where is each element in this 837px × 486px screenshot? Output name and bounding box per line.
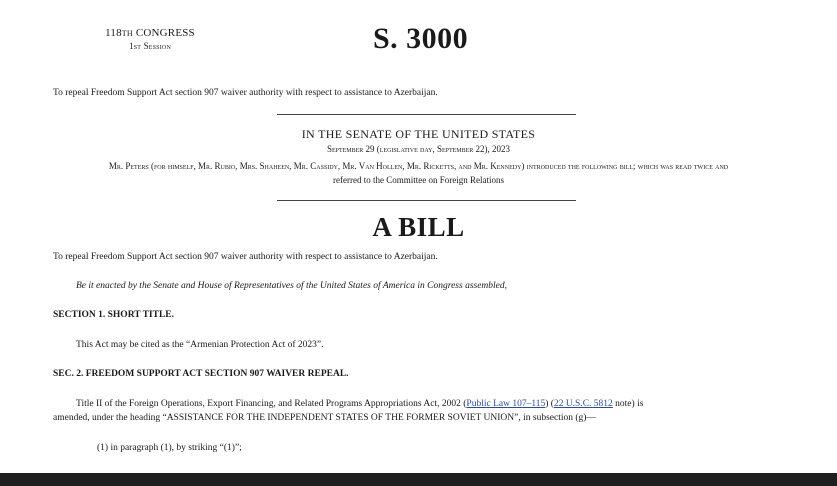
introduction-date: September 29 (legislative day, September 22), 2023 — [326, 144, 511, 154]
senate-heading: IN THE SENATE OF THE UNITED STATES — [301, 127, 536, 141]
section-2-text-part-b: ) ( — [545, 399, 554, 409]
congress-label: 118th CONGRESS — [105, 27, 195, 39]
section-2-paragraph-1: (1) in paragraph (1), by striking “(1)”; — [97, 443, 242, 453]
section-2-text-part-c: note) is — [612, 399, 644, 409]
title-summary: To repeal Freedom Support Act section 907 waiver authority with respect to assistance to Azerbaijan. — [53, 88, 438, 98]
enacting-clause: Be it enacted by the Senate and House of Representatives of the United States of America in Congress assembled, — [76, 281, 508, 291]
bottom-dark-band — [0, 473, 837, 486]
divider-top — [277, 114, 576, 115]
divider-bottom — [277, 200, 576, 201]
bill-number: S. 3000 — [373, 22, 469, 55]
congress-session-block — [0, 27, 300, 52]
section-2-text-line-1 — [76, 398, 643, 410]
session-label: 1st Session — [129, 41, 171, 51]
section-1-heading: SECTION 1. SHORT TITLE. — [53, 310, 175, 320]
sponsors-paragraph — [40, 159, 797, 187]
section-1-text: This Act may be cited as the “Armenian Protection Act of 2023”. — [76, 340, 324, 350]
usc-link[interactable]: 22 U.S.C. 5812 — [553, 399, 613, 409]
sponsors-line-1: Mr. Peters (for himself, Mr. Rubio, Mrs. Shaheen, Mr. Cassidy, Mr. Van Hollen, Mr. Ricketts, and Mr. Kennedy) introduced the following bill; which was read twice and — [108, 161, 729, 171]
section-2-heading: SEC. 2. FREEDOM SUPPORT ACT SECTION 907 WAIVER REPEAL. — [53, 369, 349, 379]
bill-heading: A BILL — [372, 212, 465, 242]
section-2-text-part-a: Title II of the Foreign Operations, Export Financing, and Related Programs Appropriations Act, 2002 ( — [76, 399, 467, 409]
public-law-link[interactable]: Public Law 107–115 — [466, 399, 546, 409]
section-2-text-line-2: amended, under the heading “ASSISTANCE FOR THE INDEPENDENT STATES OF THE FORMER SOVIET UNION”, in subsection (g)— — [53, 413, 596, 423]
sponsors-line-2: referred to the Committee on Foreign Relations — [333, 175, 504, 185]
bill-summary: To repeal Freedom Support Act section 907 waiver authority with respect to assistance to Azerbaijan. — [53, 252, 438, 262]
